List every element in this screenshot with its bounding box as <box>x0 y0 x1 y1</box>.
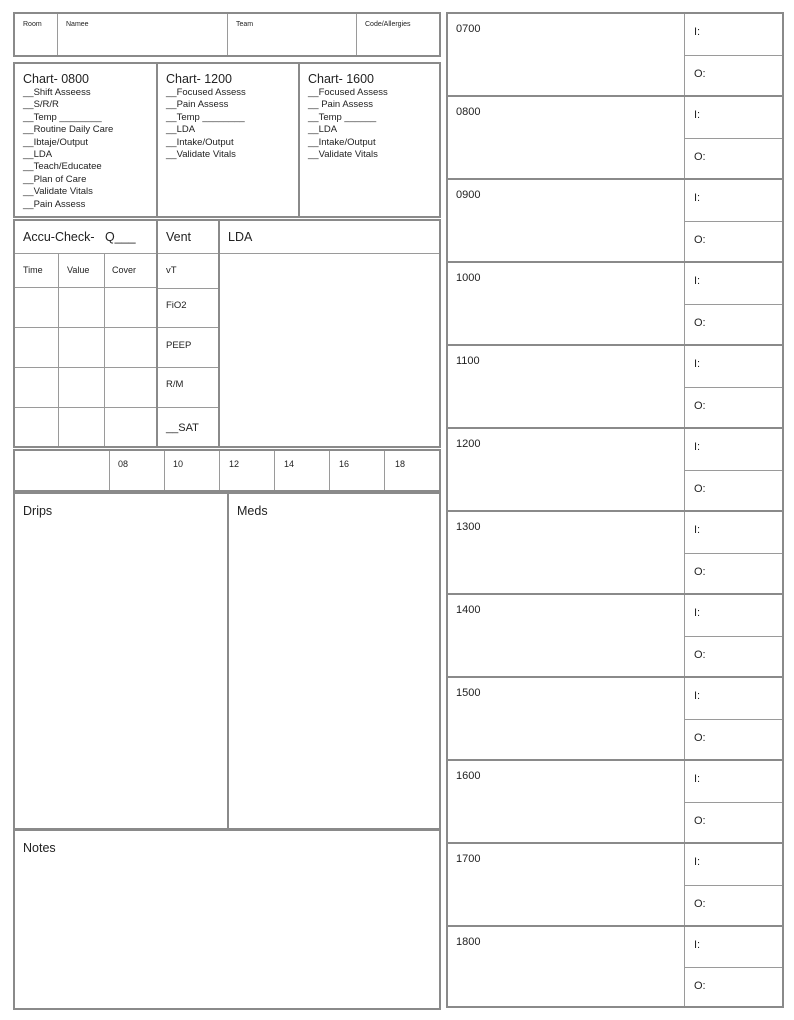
checklist-item[interactable]: __Pain Assess <box>23 198 86 210</box>
checklist-item[interactable]: __Temp ________ <box>23 111 102 123</box>
checklist-item[interactable]: __Temp ______ <box>308 111 377 123</box>
notes-title: Notes <box>23 841 56 855</box>
notes-section <box>13 829 441 1010</box>
accu-col-value: Value <box>67 265 90 275</box>
chart-1600-items <box>308 87 439 161</box>
chart-0800-section <box>15 64 156 216</box>
output-label: O: <box>694 317 706 329</box>
output-label: O: <box>694 234 706 246</box>
hour-block <box>446 925 784 1008</box>
accu-col-time: Time <box>23 265 43 275</box>
vent-vt-label: vT <box>166 265 177 276</box>
accu-row[interactable] <box>15 288 156 327</box>
output-label: O: <box>694 483 706 495</box>
accu-row[interactable] <box>15 368 156 407</box>
meds-area[interactable] <box>229 494 439 828</box>
intake-label: I: <box>694 690 701 702</box>
accu-col-cover: Cover <box>112 265 137 275</box>
time-tick: 12 <box>229 459 240 469</box>
time-tick: 18 <box>395 459 406 469</box>
checklist-item[interactable]: __Temp ________ <box>166 111 245 123</box>
checklist-item[interactable]: __Intake/Output <box>308 136 376 148</box>
vent-sat-label: __SAT <box>166 422 199 434</box>
time-tick: 08 <box>118 459 129 469</box>
chart-0800-title: Chart- 0800 <box>23 72 90 86</box>
notes-area[interactable] <box>15 831 439 1008</box>
vent-title: Vent <box>166 230 192 244</box>
hour-block <box>446 676 784 761</box>
hour-label: 1000 <box>456 272 481 284</box>
checklist-item[interactable]: __LDA <box>23 149 53 161</box>
drips-meds-section <box>13 492 441 830</box>
checklist-item[interactable]: __Validate Vitals <box>308 149 378 161</box>
room-label: Room <box>23 21 42 28</box>
output-label: O: <box>694 151 706 163</box>
hour-block <box>446 178 784 263</box>
lda-area[interactable] <box>220 254 439 446</box>
time-tick: 10 <box>173 459 184 469</box>
checklist-item[interactable]: __Teach/Educatee <box>23 161 102 173</box>
hour-block <box>446 842 784 927</box>
intake-label: I: <box>694 773 701 785</box>
output-label: O: <box>694 898 706 910</box>
output-label: O: <box>694 400 706 412</box>
meds-title: Meds <box>237 504 268 518</box>
hour-label: 0700 <box>456 23 481 35</box>
checklist-item[interactable]: __Validate Vitals <box>23 186 93 198</box>
output-label: O: <box>694 566 706 578</box>
monitoring-section <box>13 219 441 448</box>
checklist-item[interactable]: __Routine Daily Care <box>23 124 114 136</box>
hour-block <box>446 344 784 429</box>
accu-check-title: Accu-Check- Q___ <box>23 230 136 244</box>
checklist-item[interactable]: __Focused Assess <box>166 87 246 98</box>
intake-label: I: <box>694 441 701 453</box>
checklist-item[interactable]: __Pain Assess <box>166 99 229 111</box>
checklist-item[interactable]: __S/R/R <box>23 99 59 111</box>
checklist-item[interactable]: __Intake/Output <box>166 136 234 148</box>
code-allergies-label: Code/Allergies <box>365 21 411 28</box>
hour-label: 1500 <box>456 687 481 699</box>
hour-block <box>446 261 784 346</box>
hour-block <box>446 12 784 97</box>
intake-label: I: <box>694 524 701 536</box>
time-tick: 16 <box>339 459 350 469</box>
hour-block <box>446 593 784 678</box>
intake-label: I: <box>694 26 701 38</box>
output-label: O: <box>694 68 706 80</box>
chart-1600-section <box>300 64 439 216</box>
hour-label: 0900 <box>456 189 481 201</box>
hour-block <box>446 759 784 844</box>
accu-row[interactable] <box>15 328 156 367</box>
time-scale-row <box>13 449 441 492</box>
vent-rm-label: R/M <box>166 379 184 390</box>
chart-0800-items <box>23 87 156 211</box>
accu-row[interactable] <box>15 408 156 446</box>
drips-title: Drips <box>23 504 53 518</box>
chart-checklists <box>13 62 441 218</box>
output-label: O: <box>694 980 706 992</box>
hour-label: 1100 <box>456 355 480 367</box>
output-label: O: <box>694 815 706 827</box>
intake-label: I: <box>694 358 701 370</box>
vent-peep-label: PEEP <box>166 340 192 351</box>
hour-label: 0800 <box>456 106 481 118</box>
hour-label: 1800 <box>456 936 481 948</box>
output-label: O: <box>694 649 706 661</box>
drips-area[interactable] <box>15 494 227 828</box>
intake-label: I: <box>694 939 701 951</box>
hourly-io-column <box>446 12 784 1008</box>
checklist-item[interactable]: __Focused Assess <box>308 87 388 98</box>
checklist-item[interactable]: __Shift Asseess <box>23 87 91 98</box>
chart-1200-title: Chart- 1200 <box>166 72 233 86</box>
hour-label: 1300 <box>456 521 481 533</box>
chart-1600-title: Chart- 1600 <box>308 72 375 86</box>
header-row <box>13 12 441 57</box>
intake-label: I: <box>694 856 701 868</box>
intake-label: I: <box>694 275 701 287</box>
lda-title: LDA <box>228 230 253 244</box>
hour-block <box>446 427 784 512</box>
team-label: Team <box>236 21 254 28</box>
chart-1200-section <box>158 64 298 216</box>
hour-block <box>446 95 784 180</box>
checklist-item[interactable]: __LDA <box>166 124 196 136</box>
intake-label: I: <box>694 192 701 204</box>
checklist-item[interactable]: __Ibtaje/Output <box>23 136 88 148</box>
checklist-item[interactable]: __LDA <box>308 124 338 136</box>
hour-label: 1400 <box>456 604 481 616</box>
hour-label: 1600 <box>456 770 481 782</box>
hour-label: 1200 <box>456 438 481 450</box>
time-tick: 14 <box>284 459 295 469</box>
vent-fio2-label: FiO2 <box>166 300 187 311</box>
hour-label: 1700 <box>456 853 481 865</box>
chart-1200-items <box>166 87 298 161</box>
intake-label: I: <box>694 109 701 121</box>
output-label: O: <box>694 732 706 744</box>
intake-label: I: <box>694 607 701 619</box>
checklist-item[interactable]: __Plan of Care <box>23 173 87 185</box>
name-label: Namee <box>66 21 89 28</box>
checklist-item[interactable]: __Validate Vitals <box>166 149 236 161</box>
hour-block <box>446 510 784 595</box>
checklist-item[interactable]: __ Pain Assess <box>308 99 373 111</box>
